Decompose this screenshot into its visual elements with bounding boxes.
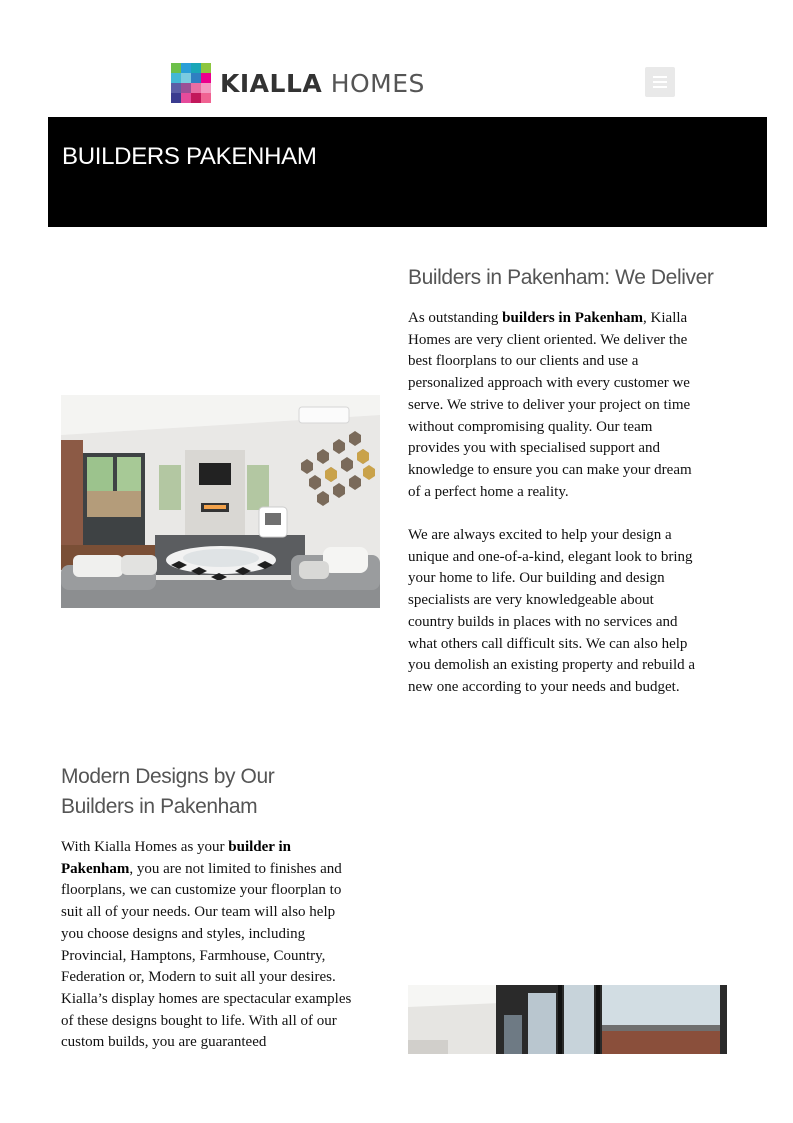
section2-p1-prefix: With Kialla Homes as your bbox=[61, 839, 229, 855]
logo-mosaic-tile bbox=[191, 83, 201, 93]
hamburger-icon-bar bbox=[653, 86, 667, 88]
logo-mosaic-tile bbox=[181, 63, 191, 73]
section1-paragraph-1 bbox=[408, 308, 703, 503]
logo-mosaic-tile bbox=[171, 73, 181, 83]
modern-interior-photo bbox=[408, 985, 727, 1054]
logo-mosaic-icon bbox=[171, 63, 211, 103]
logo-name-light: HOMES bbox=[330, 68, 425, 98]
hamburger-icon-bar bbox=[653, 81, 667, 83]
page-title: BUILDERS PAKENHAM bbox=[62, 143, 317, 170]
logo-mosaic-tile bbox=[201, 63, 211, 73]
logo-mosaic-tile bbox=[201, 83, 211, 93]
site-logo[interactable] bbox=[171, 62, 425, 104]
section1-paragraph-2: We are always excited to help your design a unique and one-of-a-kind, elegant look to bring your home to life. Our building and design specialists are very knowledgeable about country builds in places with no services and what others call difficult sits. We can also help you demolish an existing property and rebuild a new one according to your needs and budget. bbox=[408, 527, 696, 695]
logo-mosaic-tile bbox=[171, 63, 181, 73]
section2-p1-suffix: , you are not limited to finishes and floorplans, we can customize your floorplan to suit all of your needs. Our team will also help you choose designs and styles, including Provincial, Hamptons, Farmhouse, Country, Federation or, Modern to suit all your desires. Kialla’s display homes are spectacular examples of these designs bought to life. With all of our custom builds, you are guaranteed bbox=[61, 860, 352, 1051]
page-title-banner bbox=[48, 117, 767, 227]
logo-name-bold: KIALLA bbox=[220, 68, 323, 98]
section-heading-modern-designs: Modern Designs by Our Builders in Pakenham bbox=[61, 765, 275, 818]
logo-mosaic-tile bbox=[191, 63, 201, 73]
logo-mosaic-tile bbox=[181, 93, 191, 103]
logo-mosaic-tile bbox=[201, 93, 211, 103]
logo-mosaic-tile bbox=[201, 73, 211, 83]
logo-mosaic-tile bbox=[191, 93, 201, 103]
logo-mosaic-tile bbox=[171, 93, 181, 103]
hamburger-icon bbox=[653, 76, 667, 78]
logo-mosaic-tile bbox=[191, 73, 201, 83]
builders-in-pakenham-link[interactable]: builders in Pakenham bbox=[502, 310, 644, 326]
logo-wordmark bbox=[220, 69, 425, 98]
menu-toggle-button[interactable] bbox=[645, 67, 675, 97]
logo-mosaic-tile bbox=[181, 83, 191, 93]
logo-mosaic-tile bbox=[181, 73, 191, 83]
section-heading-we-deliver: Builders in Pakenham: We Deliver bbox=[408, 266, 714, 289]
section1-p1-suffix: , Kialla Homes are very client oriented. We deliver the best floorplans to our clients and use a personalized approach with every customer we serve. We strive to deliver your project on time without compromising quality. Our team provides you with specialised support and knowledge to ensure you can make your dream of a perfect home a reality. bbox=[408, 310, 692, 500]
section1-p1-prefix: As outstanding bbox=[408, 310, 503, 326]
page-bottom-margin bbox=[0, 1054, 793, 1123]
logo-mosaic-tile bbox=[171, 83, 181, 93]
builder-in-pakenham-link[interactable]: builder in Pakenham bbox=[61, 839, 291, 877]
section2-paragraph-1 bbox=[61, 837, 353, 1054]
living-room-photo bbox=[61, 395, 380, 608]
site-header bbox=[0, 0, 793, 117]
